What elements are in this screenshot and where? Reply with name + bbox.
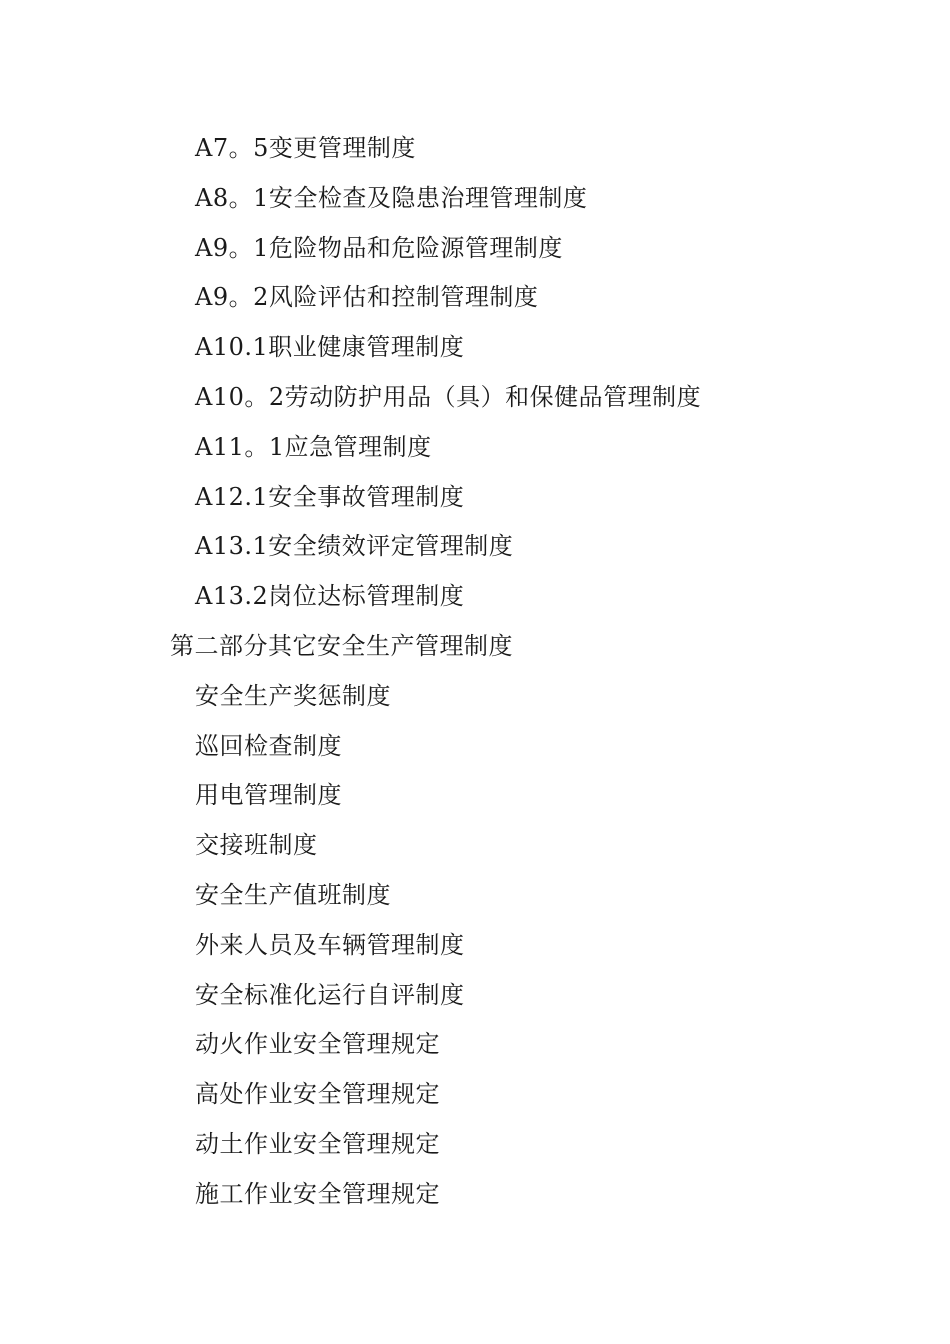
toc-entry: 交接班制度 [195,831,318,860]
toc-entry: A10.1职业健康管理制度 [195,333,465,362]
section-heading: 第二部分其它安全生产管理制度 [170,631,513,660]
toc-entry: 用电管理制度 [195,781,342,810]
toc-entry: 动火作业安全管理规定 [195,1030,440,1059]
toc-entry: A7。5变更管理制度 [195,134,416,162]
toc-entry: A10。2劳动防护用品（具）和保健品管理制度 [195,382,702,411]
toc-entry: 高处作业安全管理规定 [195,1080,440,1109]
toc-entry: A11。1应急管理制度 [195,432,432,461]
toc-entry: 安全生产奖惩制度 [195,681,391,710]
toc-entry: 动土作业安全管理规定 [195,1129,440,1158]
toc-entry: 施工作业安全管理规定 [195,1179,440,1208]
toc-entry: A13.1安全绩效评定管理制度 [195,532,514,561]
toc-entry: 安全生产值班制度 [195,880,391,909]
toc-entry: A8。1安全检查及隐患治理管理制度 [195,183,588,212]
toc-entry: A12.1安全事故管理制度 [195,482,465,511]
toc-entry: A9。2风险评估和控制管理制度 [195,283,539,312]
toc-entry: A9。1危险物品和危险源管理制度 [195,233,563,262]
toc-entry: 外来人员及车辆管理制度 [195,930,465,959]
table-of-contents [0,124,950,1220]
toc-entry: 安全标准化运行自评制度 [195,980,465,1009]
toc-entry: A13.2岗位达标管理制度 [195,582,465,611]
toc-entry: 巡回检查制度 [195,731,342,760]
